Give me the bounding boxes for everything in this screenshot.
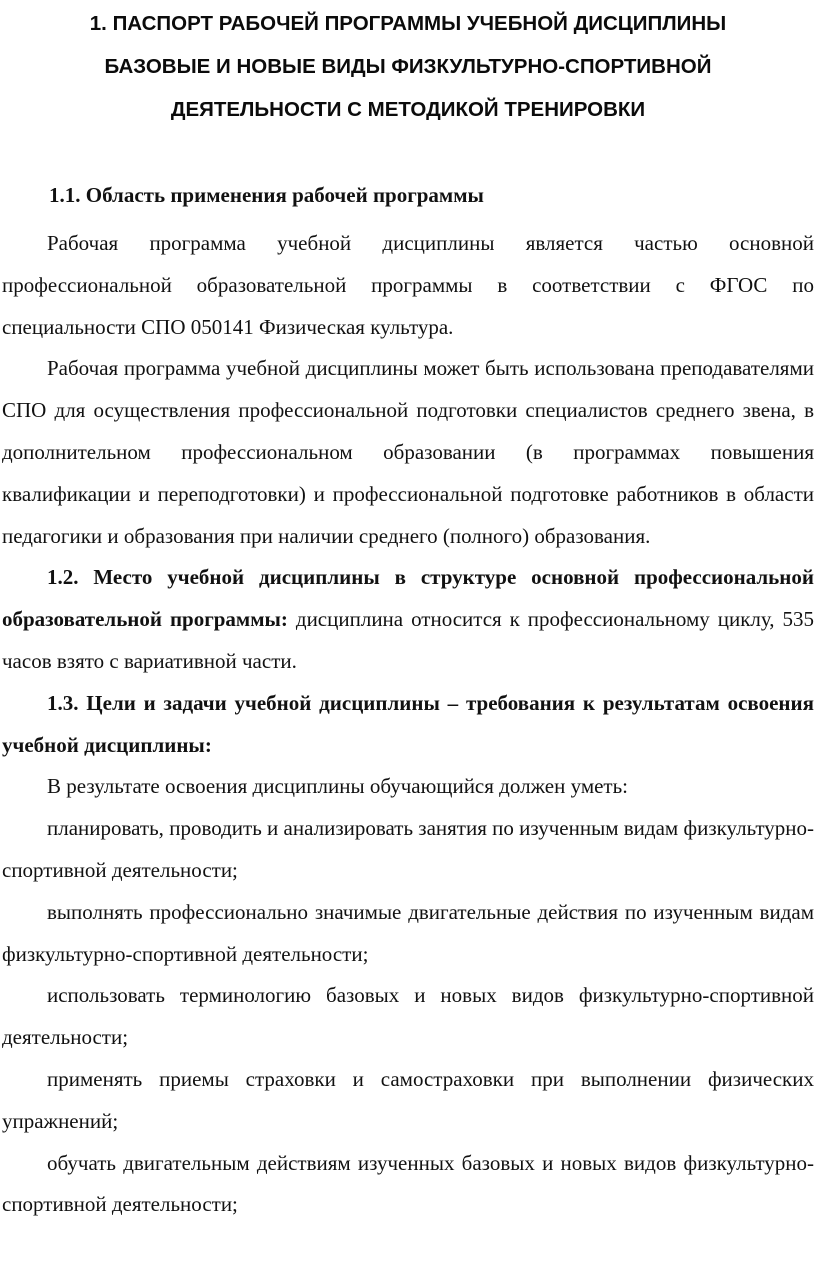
section-1-1-paragraph-2: Рабочая программа учебной дисциплины может быть использована преподавателями СПО для осуществления профессиональной подготовки специалистов среднего звена, в дополнительном профессиональном образовании (в программах повышения квалификации и переподготовки) и профессиональной подготовке работников в области педагогики и образования при наличии среднего (полного) образования. — [2, 356, 814, 548]
section-1-3-heading: 1.3. Цели и задачи учебной дисциплины – требования к результатам освоения учебной дисциплины: — [2, 690, 814, 757]
skill-item-4: применять приемы страховки и самостраховки при выполнении физических упражнений; — [2, 1066, 814, 1133]
title-line-3: ДЕЯТЕЛЬНОСТИ С МЕТОДИКОЙ ТРЕНИРОВКИ — [170, 98, 646, 121]
title-line-2: БАЗОВЫЕ И НОВЫЕ ВИДЫ ФИЗКУЛЬТУРНО-СПОРТИВНОЙ — [104, 55, 712, 78]
section-1-2-heading: 1.2. Место учебной дисциплины в структуре основной профессиональной образовательной программы: — [2, 565, 814, 632]
title-line-1: 1. ПАСПОРТ РАБОЧЕЙ ПРОГРАММЫ УЧЕБНОЙ ДИСЦИПЛИНЫ — [89, 12, 727, 35]
section-1-3-intro: В результате освоения дисциплины обучающийся должен уметь: — [47, 774, 629, 799]
section-1-2-paragraph — [2, 557, 814, 682]
section-1-1-paragraph-1: Рабочая программа учебной дисциплины является частью основной профессиональной образовательной программы в соответствии с ФГОС по специальности СПО 050141 Физическая культура. — [2, 231, 814, 339]
skill-item-2: выполнять профессионально значимые двигательные действия по изученным видам физкультурно-спортивной деятельности; — [2, 899, 814, 966]
document-title — [2, 0, 814, 131]
skill-item-3: использовать терминологию базовых и новых видов физкультурно-спортивной деятельности; — [2, 983, 814, 1050]
section-1-2-text: дисциплина относится к профессиональному циклу, 535 часов взято с вариативной части. — [2, 607, 814, 673]
skill-item-1: планировать, проводить и анализировать занятия по изученным видам физкультурно-спортивной деятельности; — [2, 816, 814, 882]
section-1-1-heading: 1.1. Область применения рабочей программы — [49, 183, 484, 207]
skill-item-5: обучать двигательным действиям изученных базовых и новых видов физкультурно-спортивной деятельности; — [2, 1150, 814, 1217]
